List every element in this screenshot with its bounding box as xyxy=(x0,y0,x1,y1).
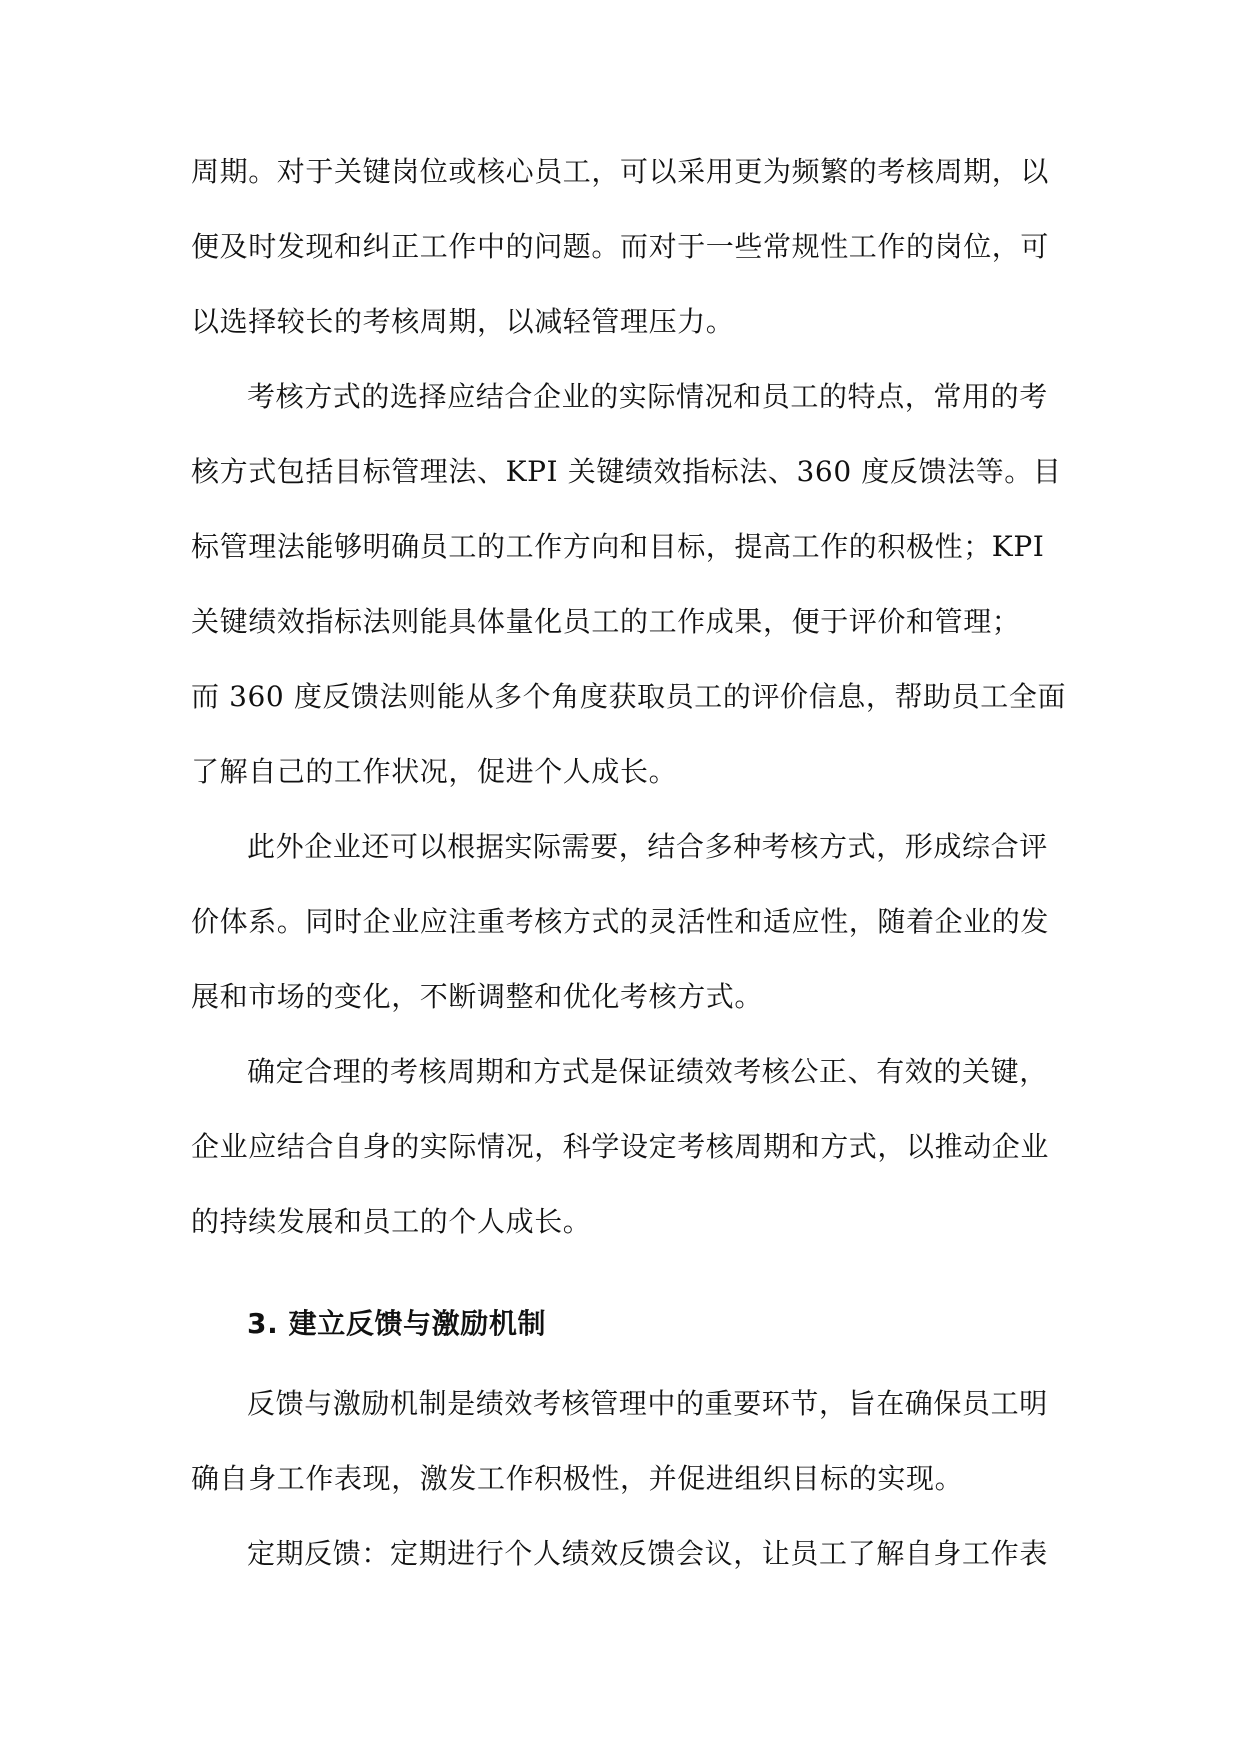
paragraph-first-line: 定期反馈：定期进行个人绩效反馈会议，让员工了解自身工作表 xyxy=(247,1537,1048,1570)
text-line: 确自身工作表现，激发工作积极性，并促进组织目标的实现。 xyxy=(191,1462,964,1495)
paragraph-first-line: 反馈与激励机制是绩效考核管理中的重要环节，旨在确保员工明 xyxy=(247,1387,1048,1420)
text-line: 关键绩效指标法则能具体量化员工的工作成果，便于评价和管理； xyxy=(191,605,1021,638)
text-line: 核方式包括目标管理法、KPI 关键绩效指标法、360 度反馈法等。目 xyxy=(191,455,1062,488)
text-line: 的持续发展和员工的个人成长。 xyxy=(191,1205,592,1238)
text-line: 企业应结合自身的实际情况，科学设定考核周期和方式，以推动企业 xyxy=(191,1130,1050,1163)
paragraph-first-line: 考核方式的选择应结合企业的实际情况和员工的特点，常用的考 xyxy=(247,380,1048,413)
text-line: 周期。对于关键岗位或核心员工，可以采用更为频繁的考核周期，以 xyxy=(191,155,1050,188)
text-line: 而 360 度反馈法则能从多个角度获取员工的评价信息，帮助员工全面 xyxy=(191,680,1067,713)
paragraph-first-line: 此外企业还可以根据实际需要，结合多种考核方式，形成综合评 xyxy=(247,830,1048,863)
section-heading: 3. 建立反馈与激励机制 xyxy=(247,1307,547,1340)
text-line: 展和市场的变化，不断调整和优化考核方式。 xyxy=(191,980,764,1013)
text-line: 以选择较长的考核周期，以减轻管理压力。 xyxy=(191,305,735,338)
text-line: 标管理法能够明确员工的工作方向和目标，提高工作的积极性；KPI xyxy=(191,530,1045,563)
text-line: 了解自己的工作状况，促进个人成长。 xyxy=(191,755,678,788)
paragraph-first-line: 确定合理的考核周期和方式是保证绩效考核公正、有效的关键， xyxy=(247,1055,1048,1088)
text-line: 便及时发现和纠正工作中的问题。而对于一些常规性工作的岗位，可 xyxy=(191,230,1050,263)
text-line: 价体系。同时企业应注重考核方式的灵活性和适应性，随着企业的发 xyxy=(191,905,1050,938)
